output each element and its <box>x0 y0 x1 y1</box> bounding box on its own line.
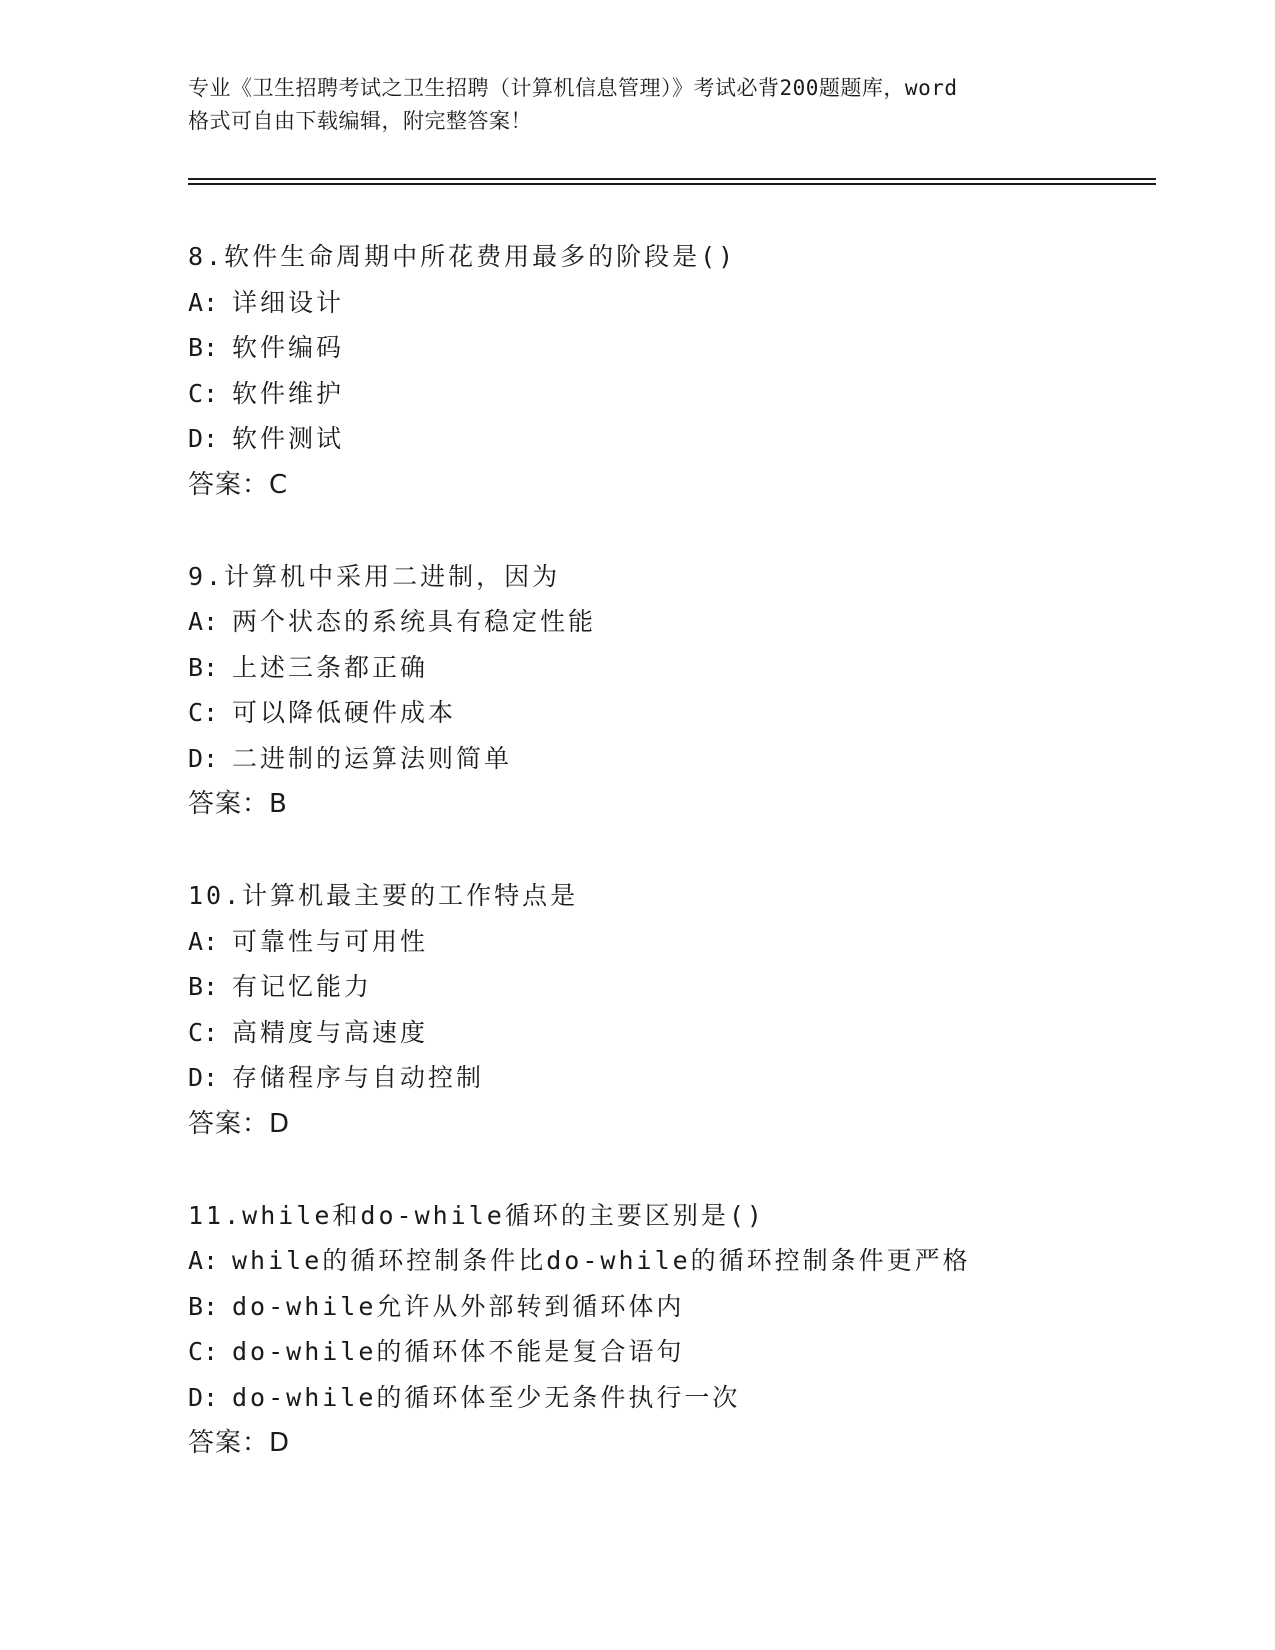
option-letter: B: <box>188 333 219 362</box>
question-block <box>188 1193 1156 1467</box>
option-text: do-while的循环体不能是复合语句 <box>232 1337 685 1366</box>
option-d <box>188 1055 1156 1101</box>
option-letter: B: <box>188 972 219 1001</box>
option-text: 上述三条都正确 <box>232 652 429 682</box>
option-text: 可靠性与可用性 <box>232 926 429 956</box>
option-text: 两个状态的系统具有稳定性能 <box>232 607 597 636</box>
option-letter: D: <box>188 424 219 453</box>
option-a <box>188 599 1156 645</box>
option-letter: A: <box>188 1246 219 1275</box>
question-list <box>188 234 1156 1512</box>
option-a <box>188 919 1156 965</box>
option-text: 高精度与高速度 <box>232 1017 429 1047</box>
question-text: 11.while和do-while循环的主要区别是() <box>188 1200 765 1230</box>
option-letter: A: <box>188 287 219 317</box>
option-c <box>188 371 1156 417</box>
option-c <box>188 690 1156 736</box>
option-letter: C: <box>188 698 219 727</box>
answer-text: 答案：D <box>188 1108 291 1139</box>
option-letter: D: <box>188 743 219 773</box>
question-block <box>188 873 1156 1147</box>
option-a <box>188 280 1156 326</box>
option-a <box>188 1238 1156 1284</box>
option-c <box>188 1329 1156 1375</box>
option-text: while的循环控制条件比do-while的循环控制条件更严格 <box>232 1246 971 1275</box>
option-c <box>188 1010 1156 1056</box>
header-line-1: 专业《卫生招聘考试之卫生招聘（计算机信息管理）》考试必背200题题库，word <box>188 76 958 100</box>
option-text: 可以降低硬件成本 <box>232 698 457 727</box>
option-letter: D: <box>188 1063 219 1092</box>
option-d <box>188 1375 1156 1421</box>
option-text: 有记忆能力 <box>232 972 373 1001</box>
option-text: 二进制的运算法则简单 <box>232 743 513 773</box>
option-letter: C: <box>188 1337 219 1366</box>
option-b <box>188 325 1156 371</box>
option-letter: B: <box>188 652 219 682</box>
header-divider-top <box>188 178 1156 180</box>
option-letter: C: <box>188 378 219 408</box>
option-b <box>188 964 1156 1010</box>
header-divider-bottom <box>188 183 1156 185</box>
option-text: 软件维护 <box>232 378 345 408</box>
option-text: do-while允许从外部转到循环体内 <box>232 1291 685 1321</box>
option-d <box>188 416 1156 462</box>
option-text: 软件测试 <box>232 424 345 453</box>
option-letter: A: <box>188 926 219 956</box>
question-text: 10.计算机最主要的工作特点是 <box>188 881 579 910</box>
option-text: 详细设计 <box>232 287 345 317</box>
answer-text: 答案：C <box>188 469 289 500</box>
option-text: 存储程序与自动控制 <box>232 1063 485 1092</box>
option-letter: B: <box>188 1291 219 1321</box>
option-d <box>188 736 1156 782</box>
document-header <box>188 72 1088 138</box>
question-block <box>188 554 1156 828</box>
option-b <box>188 645 1156 691</box>
question-text: 9.计算机中采用二进制，因为 <box>188 561 561 591</box>
option-letter: C: <box>188 1017 219 1047</box>
option-letter: A: <box>188 607 219 636</box>
option-b <box>188 1284 1156 1330</box>
answer-text: 答案：B <box>188 789 288 819</box>
question-block <box>188 234 1156 508</box>
question-text: 8.软件生命周期中所花费用最多的阶段是() <box>188 242 737 271</box>
option-letter: D: <box>188 1382 219 1412</box>
option-text: 软件编码 <box>232 333 345 362</box>
option-text: do-while的循环体至少无条件执行一次 <box>232 1382 741 1412</box>
answer-text: 答案：D <box>188 1428 291 1458</box>
header-line-2: 格式可自由下载编辑，附完整答案！ <box>188 109 532 133</box>
